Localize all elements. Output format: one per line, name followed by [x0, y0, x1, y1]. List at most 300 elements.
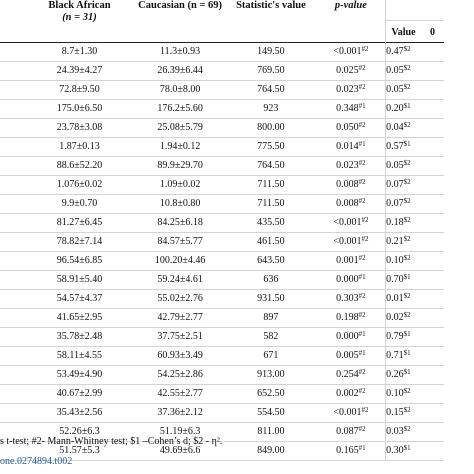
effect-value-cell: [386, 252, 421, 271]
effect-note: $2: [403, 121, 411, 129]
black-african-cell-text: 9.9±0.70: [61, 198, 98, 209]
effect-value-cell-text: 0.03: [386, 426, 404, 437]
table-row: [0, 309, 444, 328]
effect-extra-cell: [421, 233, 444, 252]
effect-note: $1: [403, 140, 411, 148]
pvalue-cell: [317, 81, 386, 100]
pvalue-cell-text: <0.001: [333, 407, 362, 418]
test-note: #2: [358, 254, 366, 262]
black-african-cell-text: 81.27±6.45: [56, 217, 103, 228]
effect-note: $2: [403, 406, 411, 414]
header-statistic: Statistic's value: [236, 0, 306, 11]
black-african-cell-text: 53.49±4.90: [56, 369, 103, 380]
pvalue-cell: [317, 195, 386, 214]
statistic-cell: [225, 366, 317, 385]
row-label: [0, 328, 24, 347]
caucasian-cell-text: 54.25±2.86: [157, 369, 203, 380]
effect-extra-cell: [421, 138, 444, 157]
effect-extra-cell: [421, 290, 444, 309]
effect-extra-cell: [421, 195, 444, 214]
row-label: [0, 138, 24, 157]
table-row: [0, 214, 444, 233]
statistic-cell: [225, 290, 317, 309]
pvalue-cell-text: 0.023: [336, 160, 359, 171]
statistic-cell-text: 764.50: [257, 84, 285, 95]
table-row: [0, 81, 444, 100]
statistic-cell-text: 636: [263, 274, 279, 285]
statistic-cell: [225, 100, 317, 119]
effect-note: $2: [403, 254, 411, 262]
caucasian-cell-text: 84.25±6.18: [157, 217, 203, 228]
effect-value-cell-text: 0.71: [386, 350, 404, 361]
effect-extra-cell: [421, 328, 444, 347]
effect-value-cell-text: 0.07: [386, 179, 404, 190]
statistic-cell-text: 554.50: [257, 407, 285, 418]
pvalue-cell: [317, 43, 386, 62]
caucasian-cell: [135, 404, 225, 423]
pvalue-cell-text: 0.000: [336, 274, 359, 285]
black-african-cell-text: 72.8±9.50: [59, 84, 100, 95]
test-note: #2: [358, 178, 366, 186]
caucasian-cell: [135, 138, 225, 157]
caucasian-cell-text: 59.24±4.61: [157, 274, 203, 285]
row-label: [0, 176, 24, 195]
pvalue-cell: [317, 252, 386, 271]
statistic-cell-text: 913.00: [257, 369, 285, 380]
caucasian-cell: [135, 252, 225, 271]
black-african-cell: [24, 347, 135, 366]
effect-value-cell: [386, 195, 421, 214]
caucasian-cell: [135, 119, 225, 138]
header-caucasian: Caucasian (n = 69): [138, 0, 223, 11]
doi-link[interactable]: one.0274894.t002: [0, 456, 73, 467]
test-note: #1: [358, 102, 366, 110]
test-note: #2: [361, 235, 369, 243]
statistic-cell: [225, 328, 317, 347]
pvalue-cell-text: 0.023: [336, 84, 359, 95]
effect-value-cell: [386, 100, 421, 119]
black-african-cell-text: 41.65±2.95: [56, 312, 103, 323]
statistic-cell: [225, 423, 317, 442]
effect-extra-cell: [421, 423, 444, 442]
caucasian-cell: [135, 290, 225, 309]
row-label: [0, 252, 24, 271]
statistic-cell-text: 775.50: [257, 141, 285, 152]
statistic-cell: [225, 138, 317, 157]
caucasian-cell-text: 25.08±5.79: [157, 122, 203, 133]
effect-extra-cell: [421, 252, 444, 271]
statistic-cell: [225, 81, 317, 100]
row-label: [0, 100, 24, 119]
row-label: [0, 290, 24, 309]
effect-extra-cell: [421, 366, 444, 385]
black-african-cell-text: 1.076±0.02: [56, 179, 103, 190]
row-label: [0, 385, 24, 404]
table-row: [0, 290, 444, 309]
pvalue-cell-text: 0.050: [336, 122, 359, 133]
black-african-cell: [24, 233, 135, 252]
black-african-cell-text: 24.39±4.27: [56, 65, 103, 76]
pvalue-cell: [317, 423, 386, 442]
black-african-cell: [24, 157, 135, 176]
statistic-cell: [225, 385, 317, 404]
effect-value-cell: [386, 423, 421, 442]
pvalue-cell-text: 0.025: [336, 65, 359, 76]
table-row: [0, 62, 444, 81]
black-african-cell-text: 35.43±2.56: [56, 407, 103, 418]
statistic-cell: [225, 404, 317, 423]
effect-note: $2: [403, 83, 411, 91]
black-african-cell-text: 40.67±2.99: [56, 388, 103, 399]
caucasian-cell-text: 49.69±6.6: [159, 445, 201, 456]
effect-value-cell-text: 0.79: [386, 331, 404, 342]
effect-value-cell-text: 0.30: [386, 445, 404, 456]
test-note: #2: [358, 159, 366, 167]
effect-value-cell: [386, 290, 421, 309]
black-african-cell: [24, 252, 135, 271]
table-row: [0, 195, 444, 214]
test-note: #2: [361, 216, 369, 224]
pvalue-cell: [317, 404, 386, 423]
effect-value-cell: [386, 271, 421, 290]
effect-value-cell: [386, 119, 421, 138]
effect-extra-cell: [421, 271, 444, 290]
effect-value-cell-text: 0.10: [386, 255, 404, 266]
black-african-cell: [24, 138, 135, 157]
caucasian-cell: [135, 195, 225, 214]
effect-extra-cell: [421, 442, 444, 461]
black-african-cell-text: 51.57±5.3: [59, 445, 100, 456]
statistic-cell-text: 897: [263, 312, 279, 323]
statistic-cell: [225, 176, 317, 195]
effect-value-cell-text: 0.04: [386, 122, 404, 133]
caucasian-cell-text: 37.36±2.12: [157, 407, 203, 418]
statistic-cell: [225, 271, 317, 290]
black-african-cell-text: 54.57±4.37: [56, 293, 103, 304]
statistic-cell: [225, 233, 317, 252]
caucasian-cell-text: 1.94±0.12: [159, 141, 201, 152]
effect-value-cell-text: 0.47: [386, 46, 404, 57]
effect-note: $2: [403, 45, 411, 53]
pvalue-cell: [317, 62, 386, 81]
statistic-cell: [225, 157, 317, 176]
pvalue-cell: [317, 138, 386, 157]
row-label: [0, 404, 24, 423]
caucasian-cell: [135, 233, 225, 252]
row-label: [0, 157, 24, 176]
effect-note: $2: [403, 425, 411, 433]
statistic-cell: [225, 309, 317, 328]
caucasian-cell-text: 37.75±2.51: [157, 331, 203, 342]
effect-extra-cell: [421, 157, 444, 176]
black-african-cell: [24, 214, 135, 233]
caucasian-cell: [135, 385, 225, 404]
black-african-cell: [24, 62, 135, 81]
black-african-cell: [24, 328, 135, 347]
pvalue-cell-text: 0.254: [336, 369, 359, 380]
row-label: [0, 195, 24, 214]
effect-value-cell: [386, 176, 421, 195]
row-label: [0, 233, 24, 252]
test-note: #1: [358, 273, 366, 281]
statistic-cell: [225, 442, 317, 461]
effect-extra-cell: [421, 81, 444, 100]
test-note: #2: [358, 83, 366, 91]
black-african-cell: [24, 404, 135, 423]
test-note: #1: [358, 444, 366, 452]
test-note: #2: [358, 425, 366, 433]
effect-value-cell: [386, 43, 421, 62]
pvalue-cell: [317, 290, 386, 309]
table-row: [0, 100, 444, 119]
test-note: #2: [358, 197, 366, 205]
black-african-cell-text: 58.91±5.40: [56, 274, 103, 285]
table-row: [0, 271, 444, 290]
statistic-cell-text: 461.50: [257, 236, 285, 247]
table-footnote: s t-test; #2- Mann-Whitney test; $1 –Cohen’s d; $2 - η².: [0, 436, 223, 447]
statistic-cell-text: 764.50: [257, 160, 285, 171]
black-african-cell: [24, 119, 135, 138]
caucasian-cell: [135, 328, 225, 347]
pvalue-cell-text: 0.303: [336, 293, 359, 304]
effect-value-cell-text: 0.57: [386, 141, 404, 152]
test-note: #2: [358, 311, 366, 319]
effect-value-cell: [386, 81, 421, 100]
table-row: [0, 233, 444, 252]
effect-extra-cell: [421, 309, 444, 328]
row-label: [0, 81, 24, 100]
pvalue-cell: [317, 119, 386, 138]
header-black-african: Black African (n = 31): [48, 0, 111, 23]
caucasian-cell-text: 51.19±6.3: [159, 426, 201, 437]
row-label: [0, 214, 24, 233]
caucasian-cell-text: 55.02±2.76: [157, 293, 203, 304]
row-label: [0, 309, 24, 328]
black-african-cell: [24, 366, 135, 385]
effect-value-cell-text: 0.20: [386, 103, 404, 114]
effect-extra-cell: [421, 385, 444, 404]
black-african-cell: [24, 176, 135, 195]
effect-note: $1: [403, 102, 411, 110]
statistic-cell-text: 435.50: [257, 217, 285, 228]
effect-note: $2: [403, 292, 411, 300]
effect-value-cell-text: 0.21: [386, 236, 404, 247]
test-note: #2: [358, 292, 366, 300]
caucasian-cell-text: 10.8±0.80: [159, 198, 201, 209]
effect-note: $2: [403, 235, 411, 243]
pvalue-cell-text: 0.165: [336, 445, 359, 456]
caucasian-cell: [135, 62, 225, 81]
effect-extra-cell: [421, 347, 444, 366]
black-african-cell-text: 8.7±1.30: [61, 46, 98, 57]
black-african-cell-text: 96.54±6.85: [56, 255, 103, 266]
test-note: #1: [358, 349, 366, 357]
effect-value-cell: [386, 62, 421, 81]
effect-value-cell: [386, 366, 421, 385]
header-effect-value: Value: [386, 0, 421, 43]
test-note: #2: [358, 387, 366, 395]
effect-value-cell: [386, 347, 421, 366]
caucasian-cell-text: 89.9±29.70: [157, 160, 203, 171]
statistic-cell: [225, 62, 317, 81]
caucasian-cell-text: 26.39±6.44: [157, 65, 203, 76]
effect-value-cell-text: 0.26: [386, 369, 404, 380]
caucasian-cell-text: 78.0±8.00: [159, 84, 201, 95]
table-row: [0, 138, 444, 157]
pvalue-cell-text: <0.001: [333, 236, 362, 247]
table-row: [0, 252, 444, 271]
black-african-cell: [24, 81, 135, 100]
effect-value-cell: [386, 404, 421, 423]
pvalue-cell: [317, 309, 386, 328]
effect-note: $2: [403, 64, 411, 72]
caucasian-cell: [135, 43, 225, 62]
pvalue-cell-text: 0.087: [336, 426, 359, 437]
caucasian-cell-text: 84.57±5.77: [157, 236, 203, 247]
statistic-cell: [225, 43, 317, 62]
test-note: #2: [361, 406, 369, 414]
caucasian-cell-text: 11.3±0.93: [160, 46, 201, 57]
black-african-cell-text: 23.78±3.08: [56, 122, 103, 133]
caucasian-cell-text: 176.2±5.60: [157, 103, 203, 114]
effect-value-cell-text: 0.18: [386, 217, 404, 228]
black-african-cell-text: 78.82±7.14: [56, 236, 103, 247]
effect-note: $1: [403, 368, 411, 376]
statistic-cell-text: 923: [263, 103, 279, 114]
statistic-cell-text: 811.00: [257, 426, 285, 437]
row-label: [0, 347, 24, 366]
caucasian-cell: [135, 176, 225, 195]
pvalue-cell-text: 0.348: [336, 103, 359, 114]
effect-extra-cell: [421, 214, 444, 233]
black-african-cell: [24, 385, 135, 404]
table-row: [0, 176, 444, 195]
pvalue-cell: [317, 385, 386, 404]
effect-value-cell-text: 0.15: [386, 407, 404, 418]
statistic-cell: [225, 252, 317, 271]
effect-value-cell-text: 0.01: [386, 293, 404, 304]
caucasian-cell: [135, 100, 225, 119]
test-note: #2: [358, 64, 366, 72]
test-note: #1: [358, 330, 366, 338]
black-african-cell: [24, 290, 135, 309]
caucasian-cell-text: 42.79±2.77: [157, 312, 203, 323]
pvalue-cell: [317, 176, 386, 195]
effect-value-cell-text: 0.70: [386, 274, 404, 285]
pvalue-cell: [317, 233, 386, 252]
header-pvalue: p-value: [334, 0, 367, 11]
caucasian-cell-text: 42.55±2.77: [157, 388, 203, 399]
pvalue-cell-text: 0.008: [336, 179, 359, 190]
effect-value-cell-text: 0.05: [386, 65, 404, 76]
effect-note: $2: [403, 178, 411, 186]
pvalue-cell-text: <0.001: [333, 46, 362, 57]
pvalue-cell: [317, 271, 386, 290]
effect-value-cell: [386, 309, 421, 328]
pvalue-cell: [317, 157, 386, 176]
effect-value-cell-text: 0.05: [386, 160, 404, 171]
black-african-cell: [24, 43, 135, 62]
black-african-cell: [24, 271, 135, 290]
statistic-cell: [225, 119, 317, 138]
caucasian-cell-text: 1.09±0.02: [159, 179, 201, 190]
effect-value-cell: [386, 385, 421, 404]
pvalue-cell-text: 0.008: [336, 198, 359, 209]
pvalue-cell-text: 0.000: [336, 331, 359, 342]
pvalue-cell: [317, 442, 386, 461]
pvalue-cell-text: 0.014: [336, 141, 359, 152]
pvalue-cell-text: 0.198: [336, 312, 359, 323]
row-label: [0, 271, 24, 290]
pvalue-cell: [317, 366, 386, 385]
caucasian-cell: [135, 157, 225, 176]
effect-extra-cell: [421, 404, 444, 423]
black-african-cell-text: 58.11±4.55: [56, 350, 103, 361]
black-african-cell: [24, 100, 135, 119]
effect-value-cell-text: 0.10: [386, 388, 404, 399]
black-african-cell-text: 88.6±52.20: [56, 160, 103, 171]
black-african-cell: [24, 309, 135, 328]
test-note: #2: [358, 121, 366, 129]
effect-extra-cell: [421, 43, 444, 62]
test-note: #2: [358, 368, 366, 376]
statistic-cell-text: 582: [263, 331, 279, 342]
statistic-cell-text: 652.50: [257, 388, 285, 399]
table-row: [0, 404, 444, 423]
effect-note: $1: [403, 444, 411, 452]
table-row: [0, 328, 444, 347]
effect-extra-cell: [421, 62, 444, 81]
test-note: #1: [358, 140, 366, 148]
black-african-cell-text: 1.87±0.13: [59, 141, 100, 152]
table-row: [0, 157, 444, 176]
statistic-cell-text: 931.50: [257, 293, 285, 304]
row-label: [0, 43, 24, 62]
statistic-cell-text: 849.00: [257, 445, 285, 456]
caucasian-cell: [135, 271, 225, 290]
header-label: [0, 0, 24, 43]
table-row: [0, 347, 444, 366]
effect-note: $2: [403, 216, 411, 224]
statistic-cell-text: 800.00: [257, 122, 285, 133]
caucasian-cell: [135, 214, 225, 233]
table-row: [0, 43, 444, 62]
pvalue-cell-text: 0.001: [336, 255, 359, 266]
caucasian-cell: [135, 81, 225, 100]
pvalue-cell-text: 0.002: [336, 388, 359, 399]
statistic-cell: [225, 195, 317, 214]
statistic-cell-text: 671: [263, 350, 279, 361]
statistic-cell-text: 769.50: [257, 65, 285, 76]
caucasian-cell: [135, 347, 225, 366]
effect-note: $2: [403, 197, 411, 205]
row-label: [0, 366, 24, 385]
effect-value-cell-text: 0.07: [386, 198, 404, 209]
caucasian-cell: [135, 309, 225, 328]
effect-extra-cell: [421, 100, 444, 119]
statistic-cell-text: 711.50: [257, 179, 285, 190]
header-effect-extra: 0: [421, 0, 444, 43]
pvalue-cell: [317, 347, 386, 366]
effect-extra-cell: [421, 119, 444, 138]
effect-note: $1: [403, 273, 411, 281]
effect-note: $2: [403, 159, 411, 167]
pvalue-cell: [317, 100, 386, 119]
statistic-cell: [225, 214, 317, 233]
effect-note: $1: [403, 330, 411, 338]
effect-extra-cell: [421, 176, 444, 195]
table-body: [0, 43, 444, 461]
